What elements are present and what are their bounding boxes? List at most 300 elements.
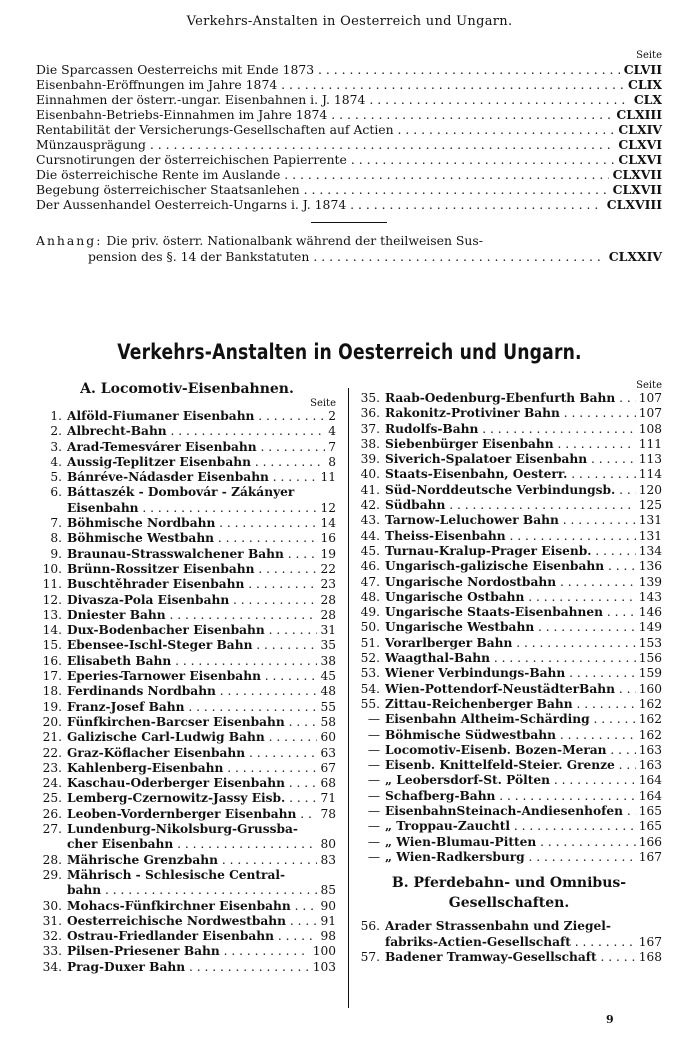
index-entry-title: Raab-Oedenburg-Ebenfurth Bahn . . . xyxy=(385,391,636,406)
section-title: Verkehrs-Anstalten in Oesterreich und Ungarn. xyxy=(117,340,582,364)
index-entry xyxy=(38,761,336,776)
index-entry-number: 39. xyxy=(360,452,380,467)
railway-index xyxy=(38,380,662,1030)
toc-rows xyxy=(36,62,662,212)
index-entry-number: 8. xyxy=(50,531,62,546)
index-entry xyxy=(356,406,662,421)
seite-label: Seite xyxy=(310,398,336,409)
index-entry-page: 48 xyxy=(320,684,336,699)
index-entry xyxy=(356,789,662,804)
index-entry-number: 6. xyxy=(50,485,62,500)
toc-entry-title: Rentabilität der Versicherungs-Gesellschaften auf Actien . . . xyxy=(36,122,614,137)
index-entry-title: Aussig-Teplitzer Eisenbahn . . . xyxy=(67,455,325,470)
index-entry xyxy=(356,590,662,605)
index-entry-title: Ostrau-Friedlander Eisenbahn . . . xyxy=(67,929,317,944)
index-entry xyxy=(38,409,336,424)
index-entry xyxy=(356,498,662,513)
index-entry-page: 159 xyxy=(638,666,662,681)
index-entry-number: — xyxy=(367,758,380,773)
index-entry xyxy=(38,899,336,914)
index-entry-number: 44. xyxy=(360,528,380,543)
toc-entry-page: CLXIII xyxy=(616,107,662,122)
index-entry-page: 120 xyxy=(638,482,662,497)
index-entry-title: bahn . . . xyxy=(67,883,317,898)
toc-entry-page: CLXVI xyxy=(618,137,662,152)
index-entry xyxy=(356,728,662,743)
index-entry-number: 20. xyxy=(42,714,62,729)
index-entry-title: Böhmische Südwestbahn . . . xyxy=(385,728,636,743)
index-entry xyxy=(38,470,336,485)
appendix-text-cont: pension des §. 14 der Bankstatuten . . . xyxy=(88,249,605,265)
index-entry xyxy=(38,516,336,531)
toc-entry-title: Eisenbahn-Betriebs-Einnahmen im Jahre 1874 . . . xyxy=(36,107,612,122)
index-entry-number: — xyxy=(367,727,380,742)
index-entry-number: 13. xyxy=(42,607,62,622)
index-entry xyxy=(356,575,662,590)
index-entry-title: Eisenbahn . . . xyxy=(67,501,317,516)
index-entry-title: Vorarlberger Bahn . . . xyxy=(385,636,636,651)
index-entry-title: Lundenburg-Nikolsburg-Grussba- xyxy=(67,822,298,837)
index-entry-title: Badener Tramway-Gesellschaft . . . xyxy=(385,950,636,965)
index-entry xyxy=(38,715,336,730)
index-entry xyxy=(38,440,336,455)
index-entry-page: 107 xyxy=(638,391,662,405)
section-b-heading xyxy=(356,873,662,913)
index-entry-title: Elisabeth Bahn . . . xyxy=(67,654,317,669)
index-entry-number: — xyxy=(367,849,380,864)
index-entry-page: 153 xyxy=(638,635,662,650)
index-entry xyxy=(356,835,662,850)
index-entry-title: Alföld-Fiumaner Eisenbahn . . . xyxy=(67,409,325,424)
index-entry-title: Divasza-Pola Eisenbahn . . . xyxy=(67,593,317,608)
index-entry xyxy=(356,697,662,712)
index-entry-title: Báttaszék - Dombovár - Zákányer xyxy=(67,485,295,500)
index-entry-page: 164 xyxy=(638,773,662,788)
index-entry-title: Wien-Pottendorf-NeustädterBahn . . . xyxy=(385,682,636,697)
index-entry-number: — xyxy=(367,804,380,819)
right-rows xyxy=(356,391,662,865)
index-entry-number: 38. xyxy=(360,436,380,451)
index-entry xyxy=(356,422,662,437)
index-entry-number: 3. xyxy=(50,439,62,454)
toc-entry xyxy=(36,107,662,122)
index-entry-title: Kaschau-Oderberger Eisenbahn . . . xyxy=(67,776,317,791)
appendix-page: CLXXIV xyxy=(608,249,662,264)
index-entry-number: 37. xyxy=(360,421,380,436)
index-entry-number: — xyxy=(367,819,380,834)
appendix xyxy=(36,233,662,265)
index-entry-number: 54. xyxy=(360,681,380,696)
index-entry-title: Eperies-Tarnower Eisenbahn . . . xyxy=(67,669,317,684)
index-entry-title: Staats-Eisenbahn, Oesterr. . . . xyxy=(385,467,636,482)
index-entry-title: Buschtěhrader Eisenbahn . . . xyxy=(67,577,317,592)
index-entry-page: 131 xyxy=(638,513,662,528)
index-entry-page: 71 xyxy=(320,791,336,806)
index-entry-page: 163 xyxy=(638,742,662,757)
index-entry-page: 22 xyxy=(320,561,336,576)
index-entry xyxy=(38,531,336,546)
index-entry-title: Dniester Bahn . . . xyxy=(67,608,317,623)
index-entry xyxy=(38,608,336,623)
index-entry-title: Graz-Köflacher Eisenbahn . . . xyxy=(67,746,317,761)
toc-entry-title: Die Sparcassen Oesterreichs mit Ende 1873 . . . xyxy=(36,62,620,77)
index-entry-title: Süd-Norddeutsche Verbindungsb. . . . xyxy=(385,483,636,498)
index-entry-page: 136 xyxy=(638,559,662,574)
toc-entry xyxy=(36,77,662,92)
index-entry xyxy=(356,437,662,452)
section-a-heading: A. Locomotiv-Eisenbahnen. xyxy=(80,381,294,397)
index-entry-title: „ Wien-Radkersburg . . . xyxy=(385,850,636,865)
index-entry-title: Südbahn . . . xyxy=(385,498,636,513)
index-entry-title: fabriks-Actien-Gesellschaft . . . xyxy=(385,935,636,950)
index-entry-page: 103 xyxy=(312,959,336,974)
index-entry-number: — xyxy=(367,788,380,803)
index-entry xyxy=(38,623,336,638)
index-entry-page: 134 xyxy=(638,543,662,558)
index-entry xyxy=(38,684,336,699)
index-entry xyxy=(38,822,336,837)
index-entry-page: 114 xyxy=(638,467,662,482)
index-entry-title: Dux-Bodenbacher Eisenbahn . . . xyxy=(67,623,317,638)
index-entry-page: 160 xyxy=(638,681,662,696)
index-entry-page: 55 xyxy=(320,699,336,714)
index-entry-page: 80 xyxy=(320,837,336,852)
index-entry-number: 55. xyxy=(360,696,380,711)
index-entry xyxy=(356,935,662,950)
index-entry-title: Braunau-Strasswalchener Bahn . . . xyxy=(67,547,317,562)
index-entry-number: 28. xyxy=(42,852,62,867)
index-entry xyxy=(38,776,336,791)
index-entry-number: — xyxy=(367,834,380,849)
toc-entry xyxy=(36,152,662,167)
left-column xyxy=(38,380,336,975)
index-entry-page: 11 xyxy=(320,470,336,485)
index-entry-number: 48. xyxy=(360,589,380,604)
index-entry-number: 36. xyxy=(360,406,380,421)
index-entry-number: 42. xyxy=(360,498,380,513)
index-entry-page: 125 xyxy=(638,498,662,513)
index-entry xyxy=(356,620,662,635)
toc-entry xyxy=(36,62,662,77)
index-entry-page: 2 xyxy=(328,409,336,423)
index-entry-page: 63 xyxy=(320,745,336,760)
index-entry xyxy=(38,485,336,500)
index-entry xyxy=(38,914,336,929)
toc-entry-title: Der Aussenhandel Oesterreich-Ungarns i. J. 1874 . . . xyxy=(36,197,603,212)
seite-label: Seite xyxy=(636,380,662,391)
index-entry-page: 163 xyxy=(638,758,662,773)
toc-entry-page: CLXVI xyxy=(618,152,662,167)
appendix-text: Die priv. österr. Nationalbank während der theilweisen Sus- xyxy=(106,233,483,248)
index-entry-title: Eisenbahn Altheim-Schärding . . . xyxy=(385,712,636,727)
toc-entry xyxy=(36,137,662,152)
index-entry-number: — xyxy=(367,773,380,788)
index-entry-title: Arad-Temesvárer Eisenbahn . . . xyxy=(67,440,325,455)
index-entry xyxy=(356,743,662,758)
index-entry xyxy=(38,654,336,669)
index-entry-page: 139 xyxy=(638,574,662,589)
index-entry xyxy=(38,730,336,745)
toc-entry-page: CLXVII xyxy=(612,182,662,197)
index-entry xyxy=(356,529,662,544)
index-entry-number: 35. xyxy=(360,391,380,405)
index-entry-number: 15. xyxy=(42,638,62,653)
index-entry-title: Mährische Grenzbahn . . . xyxy=(67,853,317,868)
index-entry-title: Brünn-Rossitzer Eisenbahn . . . xyxy=(67,562,317,577)
index-entry-page: 166 xyxy=(638,834,662,849)
right-column xyxy=(356,380,662,965)
index-entry-page: 85 xyxy=(320,883,336,898)
index-entry-page: 28 xyxy=(320,592,336,607)
index-entry xyxy=(38,853,336,868)
toc-entry-title: Die österreichische Rente im Auslande . . . xyxy=(36,167,609,182)
index-entry-page: 16 xyxy=(320,531,336,546)
contents-list xyxy=(36,50,662,265)
index-entry-page: 167 xyxy=(638,849,662,864)
index-entry-title: Ungarische Ostbahn . . . xyxy=(385,590,636,605)
index-entry-title: Ungarische Staats-Eisenbahnen . . . xyxy=(385,605,636,620)
index-entry-number: 18. xyxy=(42,684,62,699)
index-entry-title: Leoben-Vordernberger Eisenbahn . . . xyxy=(67,807,317,822)
index-entry-page: 131 xyxy=(638,528,662,543)
index-entry-page: 107 xyxy=(638,406,662,421)
index-entry-title: Bánréve-Nádasder Eisenbahn . . . xyxy=(67,470,317,485)
index-entry-number: 40. xyxy=(360,467,380,482)
index-entry-page: 143 xyxy=(638,589,662,604)
index-entry xyxy=(38,577,336,592)
index-entry xyxy=(356,467,662,482)
index-entry-page: 12 xyxy=(320,500,336,515)
index-entry-title: Kahlenberg-Eisenbahn . . . xyxy=(67,761,317,776)
index-entry xyxy=(38,593,336,608)
index-entry-number: 19. xyxy=(42,699,62,714)
running-head: Verkehrs-Anstalten in Oesterreich und Ungarn. xyxy=(186,14,513,29)
toc-entry-page: CLX xyxy=(633,92,662,107)
index-entry-number: 17. xyxy=(42,669,62,684)
index-entry-title: cher Eisenbahn . . . xyxy=(67,837,317,852)
index-entry-number: 14. xyxy=(42,623,62,638)
index-entry-number: 33. xyxy=(42,944,62,959)
index-entry-number: — xyxy=(367,712,380,727)
index-entry-title: Theiss-Eisenbahn . . . xyxy=(385,529,636,544)
index-entry-page: 165 xyxy=(638,804,662,819)
index-entry-page: 67 xyxy=(320,760,336,775)
index-entry-number: 5. xyxy=(50,470,62,485)
index-entry-page: 164 xyxy=(638,788,662,803)
index-entry-title: Waagthal-Bahn . . . xyxy=(385,651,636,666)
index-entry-number: 25. xyxy=(42,791,62,806)
index-entry xyxy=(356,636,662,651)
toc-entry xyxy=(36,167,662,182)
index-entry-page: 98 xyxy=(320,929,336,944)
index-entry xyxy=(356,513,662,528)
index-entry-number: 47. xyxy=(360,574,380,589)
index-entry xyxy=(38,791,336,806)
index-entry xyxy=(38,944,336,959)
index-entry-title: EisenbahnSteinach-Andiesenhofen . . . xyxy=(385,804,636,819)
index-entry-number: 34. xyxy=(42,959,62,974)
index-entry xyxy=(356,850,662,865)
index-entry-number: 10. xyxy=(42,561,62,576)
index-entry xyxy=(38,562,336,577)
toc-entry-page: CLVII xyxy=(623,62,662,77)
index-entry-page: 113 xyxy=(638,452,662,467)
index-entry xyxy=(38,547,336,562)
divider xyxy=(311,222,387,223)
index-entry-page: 149 xyxy=(638,620,662,635)
index-entry-title: Eisenb. Knittelfeld-Steier. Grenze . . . xyxy=(385,758,636,773)
index-entry-page: 165 xyxy=(638,819,662,834)
toc-entry-title: Münzausprägung . . . xyxy=(36,137,614,152)
index-entry-number: 45. xyxy=(360,543,380,558)
index-entry-title: Rakonitz-Protiviner Bahn . . . xyxy=(385,406,636,421)
index-entry-number: 29. xyxy=(42,867,62,882)
index-entry-number: 26. xyxy=(42,806,62,821)
index-entry-number: 4. xyxy=(50,454,62,469)
index-entry-page: 156 xyxy=(638,651,662,666)
index-entry-number: 31. xyxy=(42,913,62,928)
index-entry-number: 41. xyxy=(360,482,380,497)
index-entry-title: Schafberg-Bahn . . . xyxy=(385,789,636,804)
index-entry xyxy=(38,807,336,822)
index-entry xyxy=(38,746,336,761)
index-entry xyxy=(356,819,662,834)
index-entry xyxy=(356,391,662,406)
index-entry-page: 8 xyxy=(328,454,336,469)
index-entry-page: 162 xyxy=(638,727,662,742)
appendix-label: Anhang: xyxy=(36,233,103,248)
index-entry-number: 12. xyxy=(42,592,62,607)
index-entry-page: 31 xyxy=(320,623,336,638)
index-entry-page: 23 xyxy=(320,577,336,592)
index-entry-title: „ Leobersdorf-St. Pölten . . . xyxy=(385,773,636,788)
toc-entry xyxy=(36,197,662,212)
index-entry xyxy=(356,544,662,559)
toc-entry-title: Eisenbahn-Eröffnungen im Jahre 1874 . . . xyxy=(36,77,624,92)
index-entry-number: 43. xyxy=(360,513,380,528)
index-entry-number: 2. xyxy=(50,424,62,439)
index-entry-number: 57. xyxy=(360,949,380,964)
index-entry-page: 146 xyxy=(638,605,662,620)
index-entry-number: 22. xyxy=(42,745,62,760)
index-entry-page: 28 xyxy=(320,607,336,622)
index-entry-number: 46. xyxy=(360,559,380,574)
index-entry-page: 68 xyxy=(320,776,336,791)
index-entry-number: 56. xyxy=(360,919,380,934)
toc-entry xyxy=(36,122,662,137)
index-entry-title: Franz-Josef Bahn . . . xyxy=(67,700,317,715)
index-entry-page: 100 xyxy=(312,944,336,959)
index-entry-number: 50. xyxy=(360,620,380,635)
index-entry-title: Ungarische Nordostbahn . . . xyxy=(385,575,636,590)
index-entry xyxy=(356,666,662,681)
index-entry-page: 60 xyxy=(320,730,336,745)
index-entry-title: Rudolfs-Bahn . . . xyxy=(385,422,636,437)
index-entry-title: Turnau-Kralup-Prager Eisenb. . . . xyxy=(385,544,636,559)
toc-entry-page: CLXVIII xyxy=(606,197,662,212)
index-entry-page: 14 xyxy=(320,516,336,531)
index-entry xyxy=(356,605,662,620)
index-entry-number: 27. xyxy=(42,822,62,837)
index-entry xyxy=(38,868,336,883)
index-entry-page: 162 xyxy=(638,696,662,711)
index-entry-number: 9. xyxy=(50,546,62,561)
index-entry-number: 24. xyxy=(42,776,62,791)
index-entry-page: 58 xyxy=(320,714,336,729)
b-rows xyxy=(356,919,662,965)
index-entry xyxy=(356,950,662,965)
index-entry-number: 7. xyxy=(50,516,62,531)
index-entry xyxy=(38,883,336,898)
index-entry-page: 38 xyxy=(320,653,336,668)
index-entry-page: 167 xyxy=(638,934,662,949)
index-entry xyxy=(356,483,662,498)
index-entry xyxy=(356,651,662,666)
index-entry-title: „ Wien-Blumau-Pitten . . . xyxy=(385,835,636,850)
index-entry xyxy=(356,452,662,467)
index-entry-title: Galizische Carl-Ludwig Bahn . . . xyxy=(67,730,317,745)
index-entry-title: Mohacs-Fünfkirchner Eisenbahn . . . xyxy=(67,899,317,914)
index-entry-page: 111 xyxy=(638,436,662,451)
index-entry-number: 51. xyxy=(360,635,380,650)
index-entry-page: 83 xyxy=(320,852,336,867)
toc-entry-title: Einnahmen der österr.-ungar. Eisenbahnen i. J. 1874 . . . xyxy=(36,92,630,107)
index-entry-title: Lemberg-Czernowitz-Jassy Eisb. . . . xyxy=(67,791,317,806)
section-b-heading-line1: B. Pferdebahn- und Omnibus- xyxy=(391,875,627,892)
index-entry-number: 30. xyxy=(42,898,62,913)
index-entry-title: Böhmische Nordbahn . . . xyxy=(67,516,317,531)
index-entry-title: Mährisch - Schlesische Central- xyxy=(67,867,286,882)
index-entry xyxy=(356,682,662,697)
index-entry-title: Wiener Verbindungs-Bahn . . . xyxy=(385,666,636,681)
index-entry xyxy=(38,424,336,439)
index-entry xyxy=(356,804,662,819)
index-entry-title: Pilsen-Priesener Bahn . . . xyxy=(67,944,310,959)
index-entry-page: 78 xyxy=(320,806,336,821)
index-entry-title: Siverich-Spalatoer Eisenbahn . . . xyxy=(385,452,636,467)
index-entry xyxy=(356,712,662,727)
index-entry xyxy=(356,559,662,574)
toc-entry xyxy=(36,92,662,107)
index-entry-number: 21. xyxy=(42,730,62,745)
index-entry-title: Ebensee-Ischl-Steger Bahn . . . xyxy=(67,638,317,653)
index-entry xyxy=(38,929,336,944)
index-entry xyxy=(356,758,662,773)
left-rows xyxy=(38,409,336,975)
index-entry-number: 53. xyxy=(360,666,380,681)
index-entry xyxy=(38,669,336,684)
index-entry-number: 16. xyxy=(42,653,62,668)
index-entry-page: 35 xyxy=(320,638,336,653)
page-number: 9 xyxy=(606,1013,614,1026)
seite-label: Seite xyxy=(636,50,662,61)
index-entry-page: 7 xyxy=(328,439,336,454)
index-entry-number: — xyxy=(367,742,380,757)
index-entry xyxy=(38,501,336,516)
index-entry-number: 23. xyxy=(42,760,62,775)
index-entry-page: 91 xyxy=(320,913,336,928)
index-entry-page: 108 xyxy=(638,421,662,436)
index-entry-title: „ Troppau-Zauchtl . . . xyxy=(385,819,636,834)
index-entry-title: Locomotiv-Eisenb. Bozen-Meran . . . xyxy=(385,743,636,758)
index-entry-number: 11. xyxy=(42,577,62,592)
section-b-heading-line2: Gesellschaften. xyxy=(448,895,570,912)
index-entry-title: Ferdinands Nordbahn . . . xyxy=(67,684,317,699)
toc-entry-page: CLXIV xyxy=(618,122,662,137)
column-divider xyxy=(348,388,349,1008)
index-entry-number: 49. xyxy=(360,605,380,620)
index-entry-page: 168 xyxy=(638,949,662,964)
